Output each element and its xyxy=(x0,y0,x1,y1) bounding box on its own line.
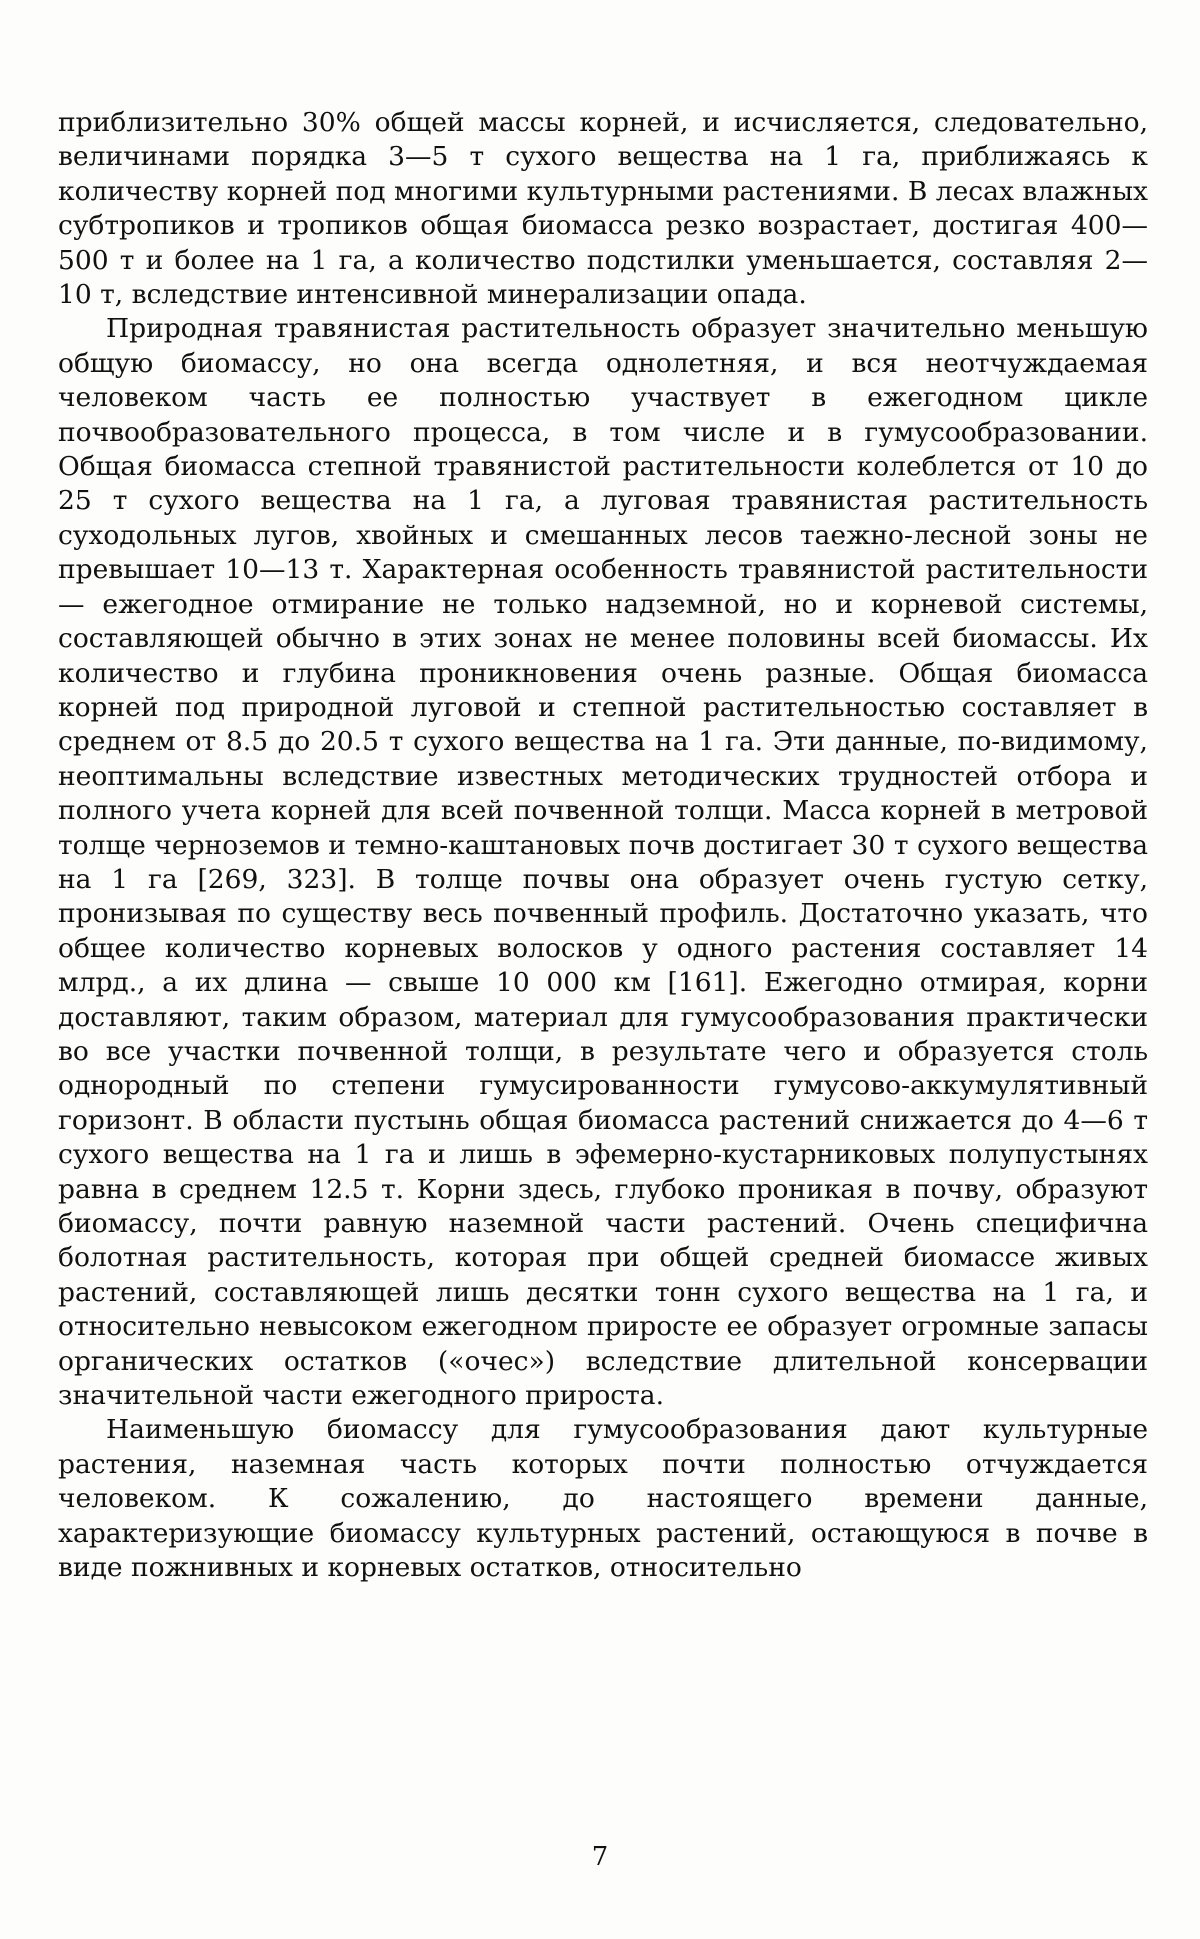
paragraph-cultivated-plants: Наименьшую биомассу для гумусообразования дают культурные растения, наземная часть которых почти полностью отчуждается человеком. К сожалению, до настоящего времени данные, характеризующие биомассу культурных растений, остающуюся в почве в виде пожнивных и корневых остатков, относительно xyxy=(58,1414,1148,1584)
paragraph-herbaceous-vegetation: Природная травянистая растительность образует значительно меньшую общую биомассу, но она всегда однолетняя, и вся неотчуждаемая человеком часть ее полностью участвует в ежегодном цикле почвообразовательного процесса, в том числе и в гумусообразовании. Общая биомасса степной травянистой растительности колеблется от 10 до 25 т сухого вещества на 1 га, а луговая травянистая растительность суходольных лугов, хвойных и смешанных лесов таежно-лесной зоны не превышает 10—13 т. Характерная особенность травянистой растительности — ежегодное отмирание не только надземной, но и корневой системы, составляющей обычно в этих зонах не менее половины всей биомассы. Их количество и глубина проникновения очень разные. Общая биомасса корней под природной луговой и степной растительностью составляет в среднем от 8.5 до 20.5 т сухого вещества на 1 га. Эти данные, по-видимому, неоптимальны вследствие известных методических трудностей отбора и полного учета корней для всей почвенной толщи. Масса корней в метровой толще черноземов и темно-каштановых почв достигает 30 т сухого вещества на 1 га [269, 323]. В толще почвы она образует очень густую сетку, пронизывая по существу весь почвенный профиль. Достаточно указать, что общее количество корневых волосков у одного растения составляет 14 млрд., а их длина — свыше 10 000 км [161]. Ежегодно отмирая, корни доставляют, таким образом, материал для гумусообразования практически во все участки почвенной толщи, в результате чего и образуется столь однородный по степени гумусированности гумусово-аккумулятивный горизонт. В области пустынь общая биомасса растений снижается до 4—6 т сухого вещества на 1 га и лишь в эфемерно-кустарниковых полупустынях равна в среднем 12.5 т. Корни здесь, глубоко проникая в почву, образуют биомассу, почти равную наземной части растений. Очень специфична болотная растительность, которая при общей средней биомассе живых растений, составляющей лишь десятки тонн сухого вещества на 1 га, и относительно невысоком ежегодном приросте ее образует огромные запасы органических остатков («очес») вследствие длительной консервации значительной части ежегодного прироста. xyxy=(58,313,1148,1412)
text-column xyxy=(58,106,1148,1585)
page-number: 7 xyxy=(591,1842,609,1872)
paragraph-continuation: приблизительно 30% общей массы корней, и исчисляется, следовательно, величинами порядка 3—5 т сухого вещества на 1 га, приближаясь к количеству корней под многими культурными растениями. В лесах влажных субтропиков и тропиков общая биомасса резко возрастает, достигая 400—500 т и более на 1 га, а количество подстилки уменьшается, составляя 2—10 т, вследствие интенсивной минерализации опада. xyxy=(58,107,1148,311)
